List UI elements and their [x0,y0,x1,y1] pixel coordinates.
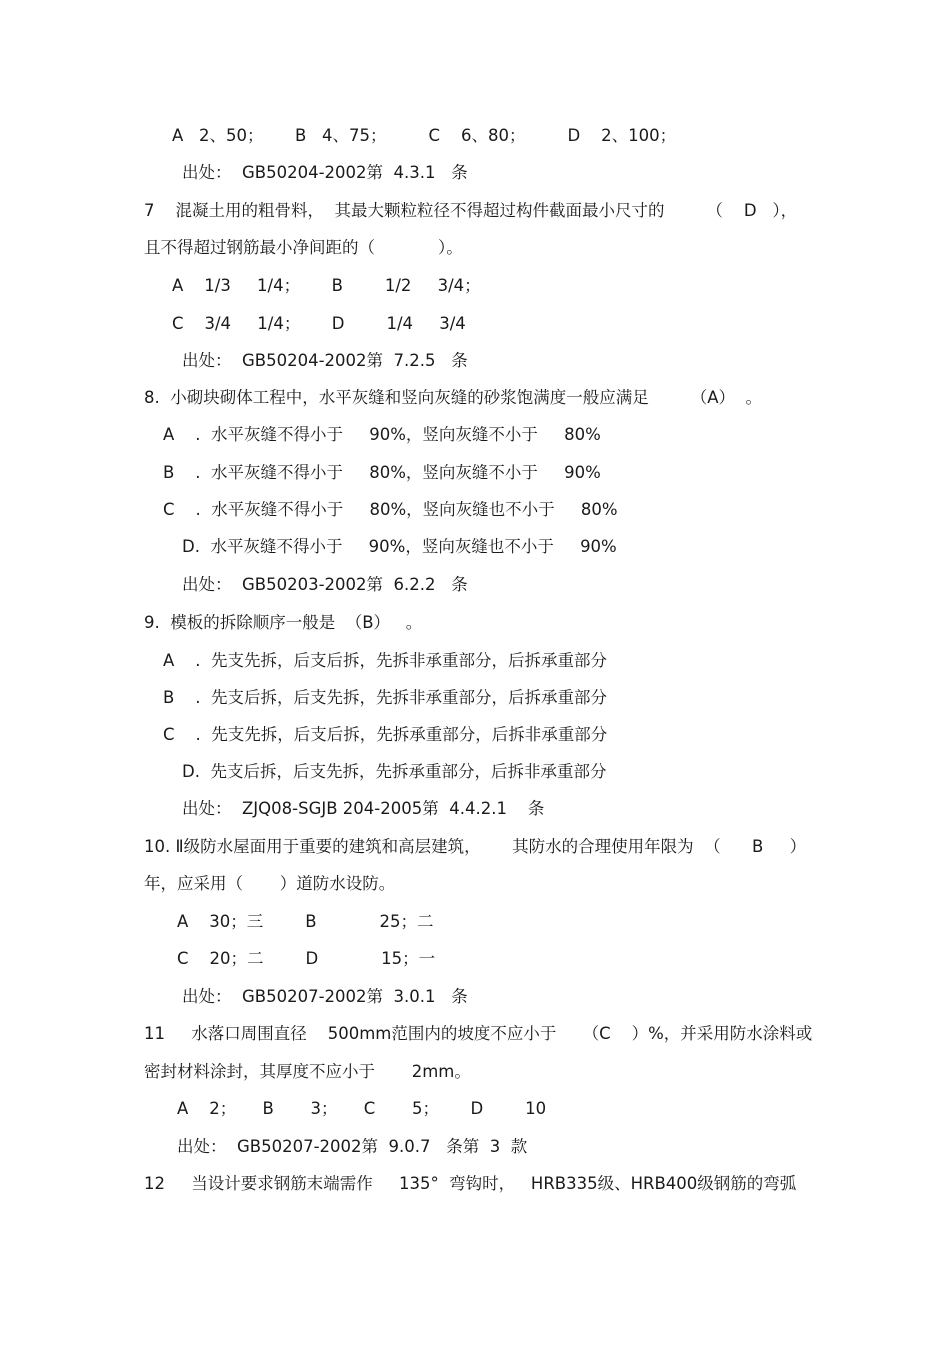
q8-option-b: B . 水平灰缝不得小于 80%，竖向灰缝不小于 90% [163,463,601,482]
q6-options: A 2、50； B 4、75； C 6、80； D 2、100； [172,126,677,145]
q11-question-line1: 11 水落口周围直径 500mm范围内的坡度不应小于 （C ）%，并采用防水涂料或 [144,1024,813,1043]
q11-source: 出处： GB50207-2002第 9.0.7 条第 3 款 [177,1137,528,1156]
q11-question-line2: 密封材料涂封，其厚度不应小于 2mm。 [144,1062,471,1081]
q11-options: A 2； B 3； C 5； D 10 [177,1099,547,1118]
q7-question-line2: 且不得超过钢筋最小净间距的（ ）。 [144,238,463,257]
q6-source: 出处： GB50204-2002第 4.3.1 条 [182,163,468,182]
q9-source: 出处： ZJQ08-SGJB 204-2005第 4.4.2.1 条 [182,799,545,818]
q8-option-d: D. 水平灰缝不得小于 90%，竖向灰缝也不小于 90% [182,537,617,556]
q9-option-b: B . 先支后拆，后支先拆，先拆非承重部分，后拆承重部分 [163,688,608,707]
q8-source: 出处： GB50203-2002第 6.2.2 条 [182,575,468,594]
q9-option-a: A . 先支先拆，后支后拆，先拆非承重部分，后拆承重部分 [163,651,608,670]
q9-option-c: C . 先支先拆，后支后拆，先拆承重部分，后拆非承重部分 [163,725,608,744]
q8-question: 8. 小砌块砌体工程中，水平灰缝和竖向灰缝的砂浆饱满度一般应满足 （A） 。 [144,388,762,407]
q7-question-line1: 7 混凝土用的粗骨料， 其最大颗粒粒径不得超过构件截面最小尺寸的 （ D ）， [144,201,798,220]
q8-option-c: C . 水平灰缝不得小于 80%，竖向灰缝也不小于 80% [163,500,618,519]
q10-options-line1: A 30；三 B 25；二 [177,912,434,931]
q10-question-line2: 年，应采用（ ）道防水设防。 [144,874,396,893]
q12-question-line1: 12 当设计要求钢筋末端需作 135° 弯钩时， HRB335级、HRB400级钢筋的弯弧 [144,1174,797,1193]
q7-options-line1: A 1/3 1/4； B 1/2 3/4； [172,276,481,295]
q9-question: 9. 模板的拆除顺序一般是 （B） 。 [144,613,423,632]
q10-question-line1: 10. Ⅱ级防水屋面用于重要的建筑和高层建筑， 其防水的合理使用年限为 （ B ） [144,837,807,856]
q9-option-d: D. 先支后拆，后支先拆，先拆承重部分，后拆非承重部分 [182,762,607,781]
q7-source: 出处： GB50204-2002第 7.2.5 条 [182,351,468,370]
q10-options-line2: C 20；二 D 15；一 [177,949,436,968]
q10-source: 出处： GB50207-2002第 3.0.1 条 [182,987,468,1006]
q8-option-a: A . 水平灰缝不得小于 90%，竖向灰缝不小于 80% [163,425,601,444]
q7-options-line2: C 3/4 1/4； D 1/4 3/4 [172,314,466,333]
